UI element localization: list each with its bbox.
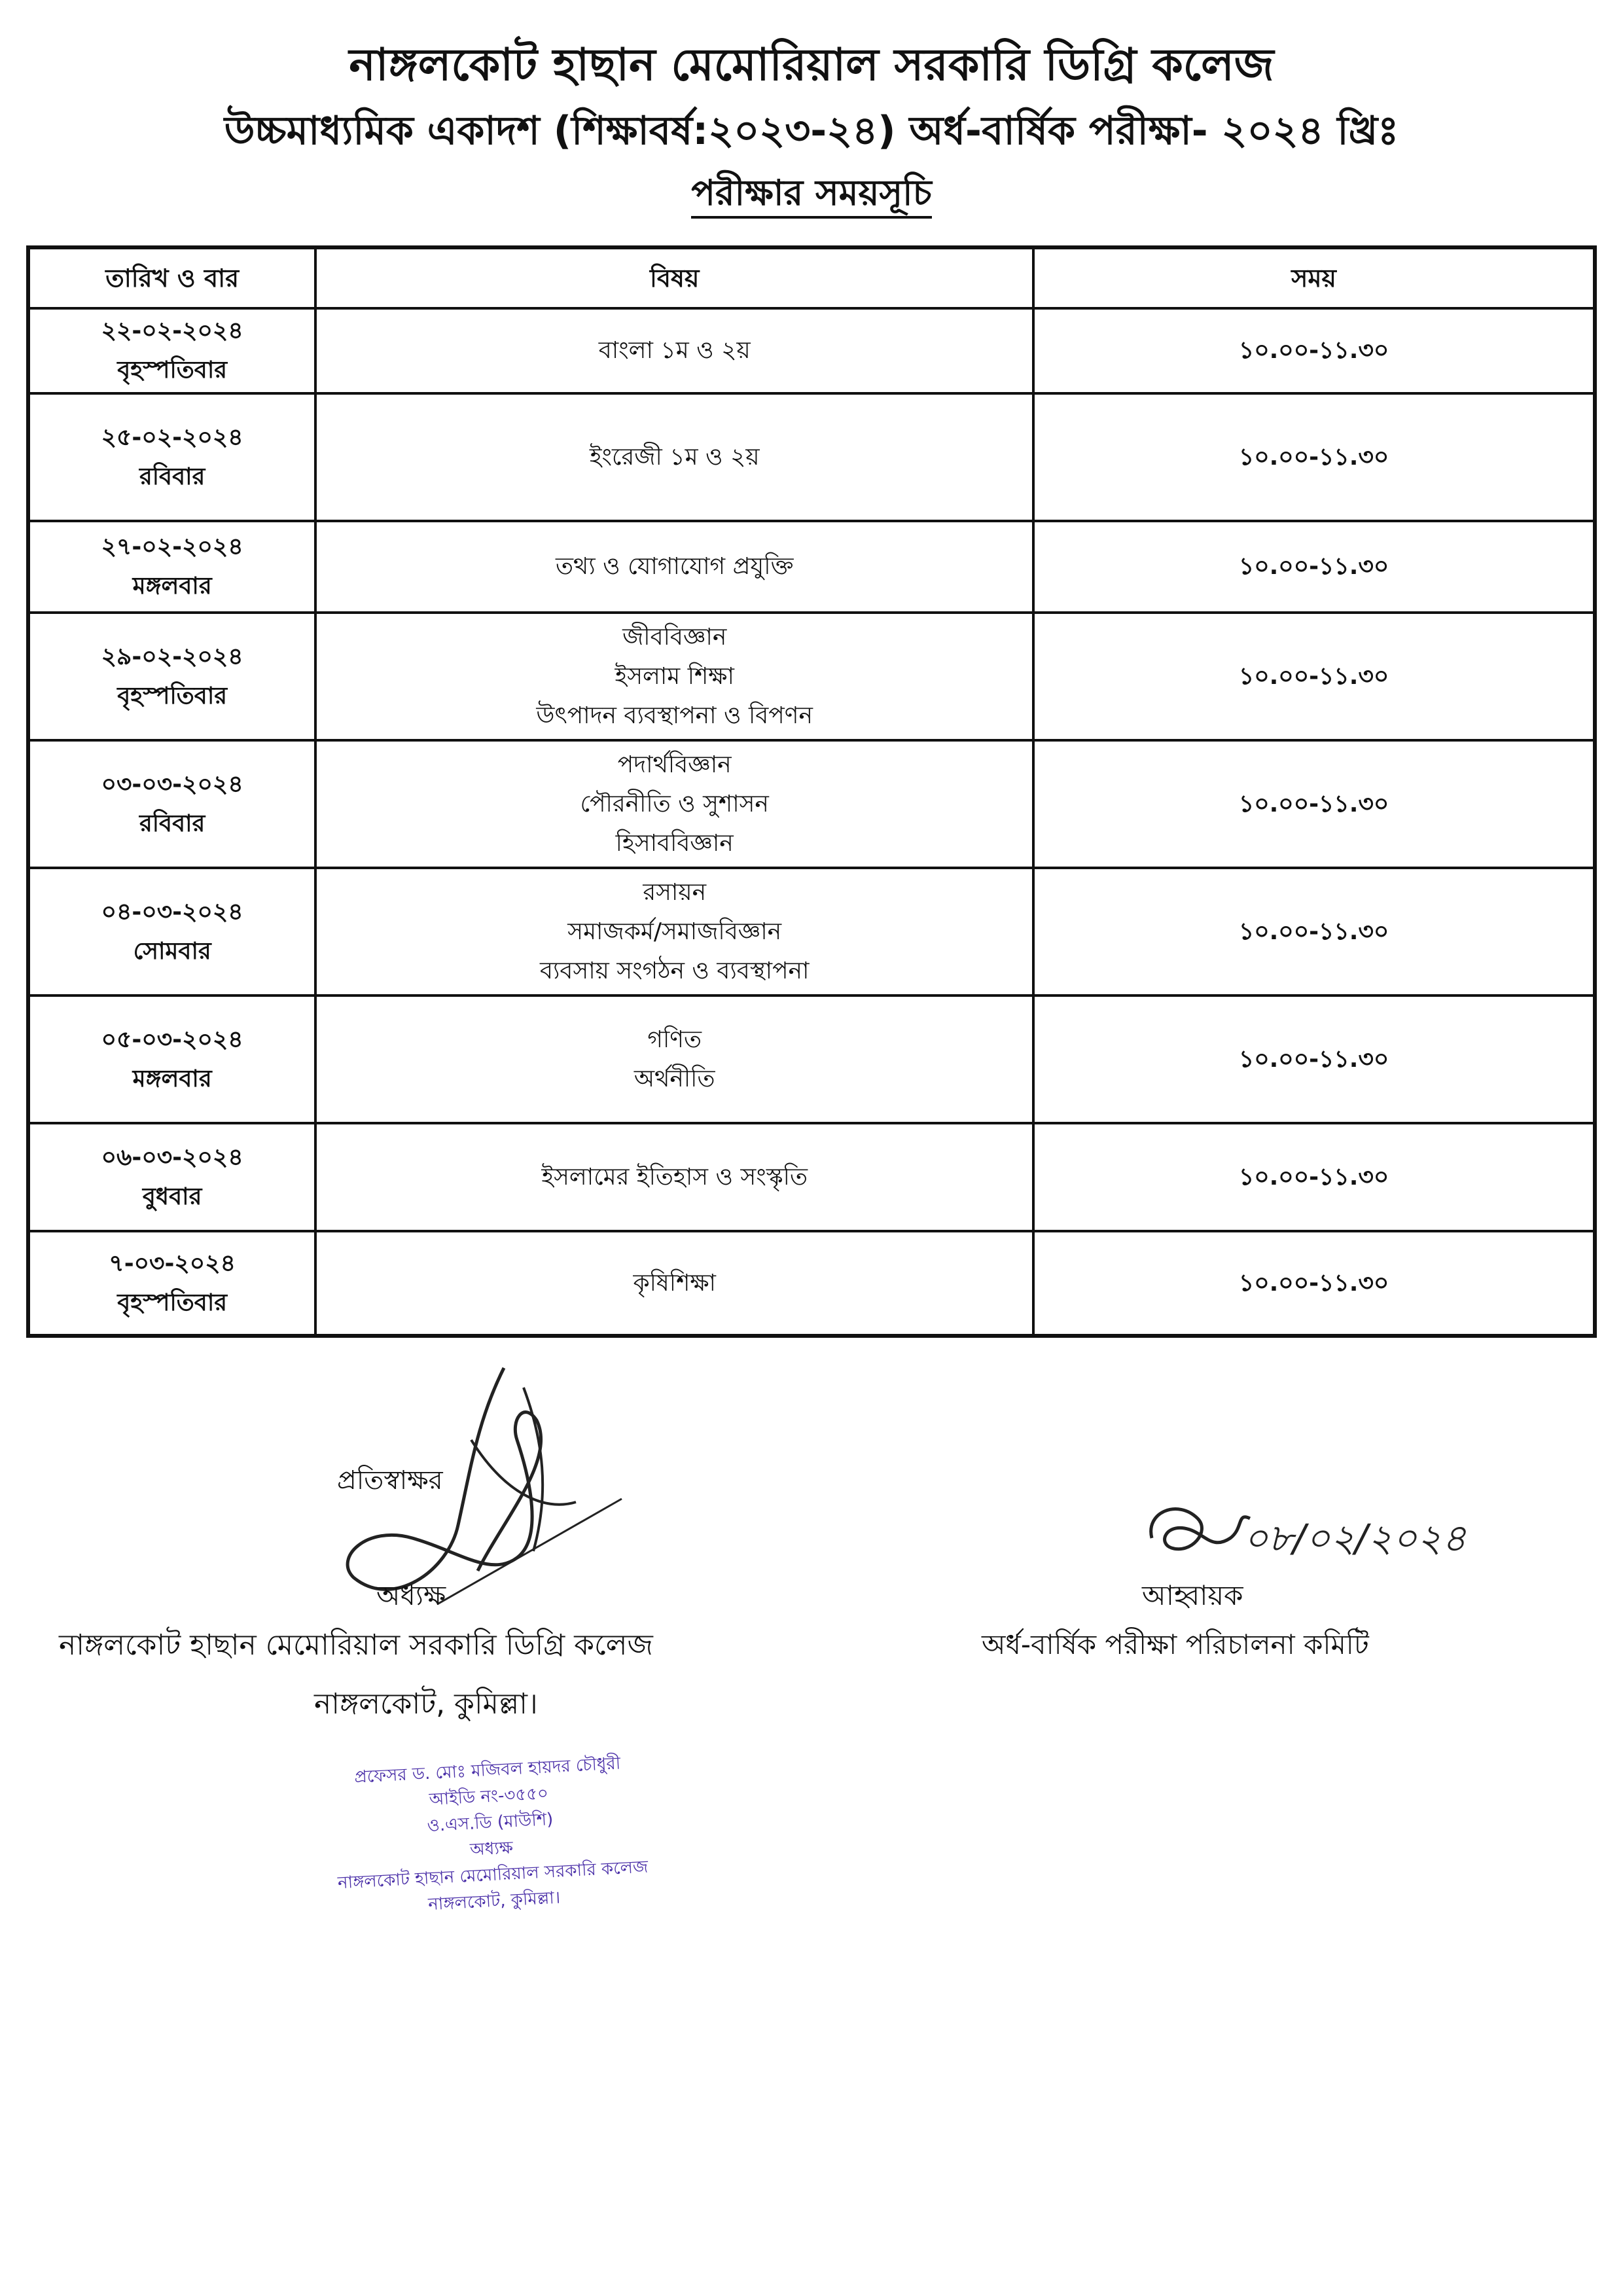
exam-date: ০৬-০৩-২০২৪ [101, 1143, 243, 1171]
exam-time: ১০.০০-১১.৩০ [1033, 1231, 1595, 1336]
table-row [28, 1231, 1595, 1336]
institution-title: নাঙ্গলকোট হাছান মেমোরিয়াল সরকারি ডিগ্রি কলেজ [349, 39, 1274, 91]
date-day-cell [28, 996, 315, 1123]
convenor-signature [1139, 1492, 1467, 1571]
exam-date: ০৫-০৩-২০২৪ [101, 1026, 243, 1053]
table-row [28, 996, 1595, 1123]
exam-time: ১০.০০-১১.৩০ [1033, 868, 1595, 996]
subject-name: অর্থনীতি [633, 1065, 715, 1092]
convenor-label: আহ্বায়ক [1142, 1579, 1243, 1611]
subject-name: ইসলাম শিক্ষা [615, 662, 734, 690]
subject-name: রসায়ন [643, 878, 707, 906]
stamp-line: ও.এস.ডি (মাউশি) [426, 1810, 554, 1837]
subject-cell [315, 1123, 1033, 1231]
college-place-footer: নাঙ্গলকোট, কুমিল্লা। [314, 1687, 538, 1721]
subject-cell [315, 613, 1033, 740]
header-time: সময় [1033, 247, 1595, 308]
date-day-cell [28, 1123, 315, 1231]
exam-weekday: সোমবার [133, 937, 211, 965]
date-day-cell [28, 393, 315, 521]
schedule-heading: পরীক্ষার সময়সূচি [0, 164, 1623, 223]
header-date-day: তারিখ ও বার [28, 247, 315, 308]
date-day-cell [28, 308, 315, 393]
subject-name: পৌরনীতি ও সুশাসন [580, 790, 769, 817]
exam-date: ২৭-০২-২০২৪ [101, 533, 243, 560]
date-day-cell [28, 521, 315, 613]
exam-schedule-table [26, 245, 1597, 1338]
subject-name: বাংলা ১ম ও ২য় [598, 337, 751, 364]
table-row [28, 393, 1595, 521]
exam-time: ১০.০০-১১.৩০ [1033, 740, 1595, 868]
date-day-cell [28, 740, 315, 868]
exam-title: উচ্চমাধ্যমিক একাদশ (শিক্ষাবর্ষ:২০২৩-২৪) অর্ধ-বার্ষিক পরীক্ষা- ২০২৪ খ্রিঃ [224, 108, 1399, 154]
exam-date: ০৪-০৩-২০২৪ [101, 898, 243, 925]
stamp-line: অধ্যক্ষ [469, 1838, 514, 1860]
exam-weekday: বৃহস্পতিবার [117, 1289, 228, 1316]
subject-name: গণিত [647, 1026, 702, 1053]
subject-name: ইসলামের ইতিহাস ও সংস্কৃতি [541, 1163, 808, 1191]
subject-name: জীববিজ্ঞান [622, 623, 727, 651]
table-row [28, 308, 1595, 393]
exam-time: ১০.০০-১১.৩০ [1033, 308, 1595, 393]
header-subject: বিষয় [315, 247, 1033, 308]
subject-name: তথ্য ও যোগাযোগ প্রযুক্তি [555, 553, 794, 580]
exam-date: ২৯-০২-২০২৪ [101, 643, 243, 670]
subject-name: উৎপাদন ব্যবস্থাপনা ও বিপণন [536, 702, 813, 729]
exam-time: ১০.০০-১১.৩০ [1033, 613, 1595, 740]
principal-stamp [317, 1749, 665, 1924]
table-row [28, 1123, 1595, 1231]
subject-cell [315, 308, 1033, 393]
exam-weekday: বুধবার [142, 1183, 202, 1210]
subject-cell [315, 393, 1033, 521]
exam-weekday: মঙ্গলবার [132, 573, 212, 600]
table-row [28, 613, 1595, 740]
exam-date: ২৫-০২-২০২৪ [101, 423, 243, 451]
subject-name: ইংরেজী ১ম ও ২য় [589, 443, 760, 471]
subject-name: হিসাববিজ্ঞান [615, 829, 734, 857]
subject-cell [315, 740, 1033, 868]
subject-cell [315, 868, 1033, 996]
countersign-label: প্রতিস্বাক্ষর [337, 1465, 443, 1496]
stamp-line: আইডি নং-৩৫৫০ [429, 1784, 549, 1810]
subject-cell [315, 1231, 1033, 1336]
table-header-row [28, 247, 1595, 308]
exam-date: ০৩-০৩-২০২৪ [101, 770, 243, 798]
exam-time: ১০.০০-১১.৩০ [1033, 521, 1595, 613]
subject-cell [315, 996, 1033, 1123]
subject-cell [315, 521, 1033, 613]
date-day-cell [28, 868, 315, 996]
exam-weekday: বৃহস্পতিবার [117, 682, 228, 709]
exam-date: ৭-০৩-২০২৪ [109, 1249, 236, 1277]
exam-weekday: মঙ্গলবার [132, 1065, 212, 1092]
subject-name: ব্যবসায় সংগঠন ও ব্যবস্থাপনা [539, 957, 810, 984]
exam-time: ১০.০০-১১.৩০ [1033, 1123, 1595, 1231]
committee-name: অর্ধ-বার্ষিক পরীক্ষা পরিচালনা কমিটি [982, 1628, 1369, 1660]
subject-name: পদার্থবিজ্ঞান [617, 751, 732, 778]
principal-label: অধ্যক্ষ [376, 1579, 446, 1611]
exam-weekday: রবিবার [139, 463, 205, 490]
signature-area [0, 1361, 1623, 1950]
exam-time: ১০.০০-১১.৩০ [1033, 996, 1595, 1123]
stamp-line: নাঙ্গলকোট হাছান মেমোরিয়াল সরকারি কলেজ [337, 1857, 649, 1893]
date-day-cell [28, 1231, 315, 1336]
convenor-signature-date: ০৮/০২/২০২৪ [1243, 1516, 1467, 1560]
document-header [0, 33, 1623, 223]
table-body [28, 308, 1595, 1336]
table-row [28, 740, 1595, 868]
exam-time: ১০.০০-১১.৩০ [1033, 393, 1595, 521]
date-day-cell [28, 613, 315, 740]
subject-name: কৃষিশিক্ষা [633, 1269, 716, 1297]
exam-weekday: রবিবার [139, 810, 205, 837]
exam-date: ২২-০২-২০২৪ [101, 317, 243, 344]
exam-weekday: বৃহস্পতিবার [117, 357, 228, 384]
stamp-line: নাঙ্গলকোট, কুমিল্লা। [427, 1888, 561, 1915]
college-name-footer: নাঙ্গলকোট হাছান মেমোরিয়াল সরকারি ডিগ্রি কলেজ [59, 1628, 653, 1662]
subject-name: সমাজকর্ম/সমাজবিজ্ঞান [567, 918, 782, 945]
table-row [28, 868, 1595, 996]
table-row [28, 521, 1595, 613]
stamp-line: প্রফেসর ড. মোঃ মজিবল হায়দর চৌধুরী [353, 1753, 621, 1787]
